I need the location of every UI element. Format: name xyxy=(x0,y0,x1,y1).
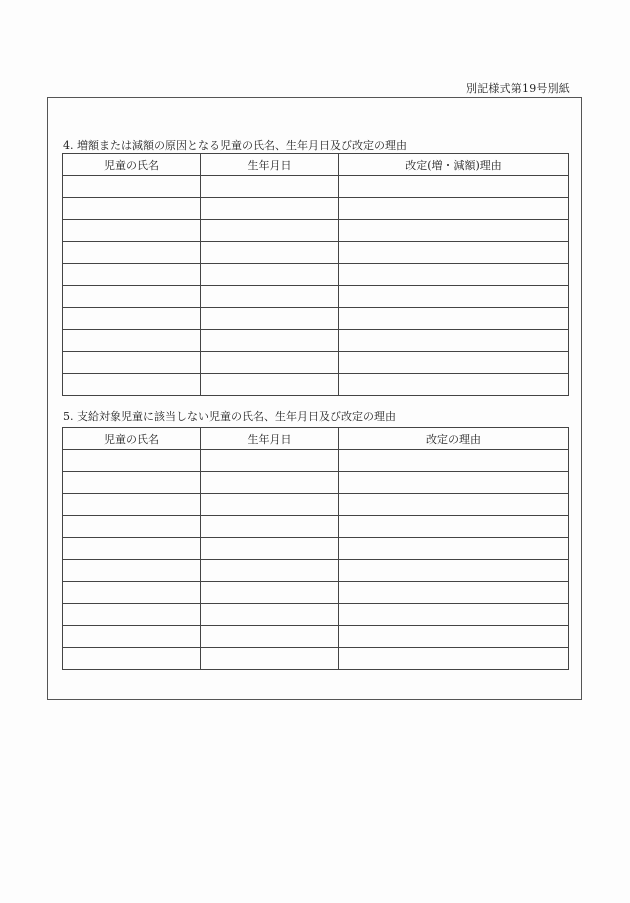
reason-cell[interactable] xyxy=(339,374,569,396)
child-name-cell[interactable] xyxy=(63,538,201,560)
child-name-cell[interactable] xyxy=(63,626,201,648)
section-4-heading: 4. 増額または減額の原因となる児童の氏名、生年月日及び改定の理由 xyxy=(63,139,407,152)
table-row xyxy=(63,198,569,220)
table-row xyxy=(63,604,569,626)
reason-cell[interactable] xyxy=(339,648,569,670)
child-name-cell[interactable] xyxy=(63,330,201,352)
child-name-cell[interactable] xyxy=(63,560,201,582)
reason-cell[interactable] xyxy=(339,242,569,264)
reason-cell[interactable] xyxy=(339,308,569,330)
table-row xyxy=(63,626,569,648)
birthdate-cell[interactable] xyxy=(201,176,339,198)
reason-cell[interactable] xyxy=(339,286,569,308)
table-row xyxy=(63,648,569,670)
table-row xyxy=(63,330,569,352)
table-row xyxy=(63,472,569,494)
table-row xyxy=(63,264,569,286)
child-name-cell[interactable] xyxy=(63,198,201,220)
child-name-cell[interactable] xyxy=(63,308,201,330)
section-4-table-body xyxy=(63,176,569,396)
column-header-child-name: 児童の氏名 xyxy=(63,154,201,176)
birthdate-cell[interactable] xyxy=(201,450,339,472)
reason-cell[interactable] xyxy=(339,626,569,648)
reason-cell[interactable] xyxy=(339,176,569,198)
table-row xyxy=(63,176,569,198)
birthdate-cell[interactable] xyxy=(201,220,339,242)
child-name-cell[interactable] xyxy=(63,352,201,374)
child-name-cell[interactable] xyxy=(63,494,201,516)
birthdate-cell[interactable] xyxy=(201,374,339,396)
table-row xyxy=(63,242,569,264)
reason-cell[interactable] xyxy=(339,198,569,220)
child-name-cell[interactable] xyxy=(63,242,201,264)
reason-cell[interactable] xyxy=(339,450,569,472)
table-row xyxy=(63,220,569,242)
table-header-row xyxy=(63,154,569,176)
reason-cell[interactable] xyxy=(339,330,569,352)
reason-cell[interactable] xyxy=(339,220,569,242)
birthdate-cell[interactable] xyxy=(201,604,339,626)
birthdate-cell[interactable] xyxy=(201,582,339,604)
reason-cell[interactable] xyxy=(339,352,569,374)
birthdate-cell[interactable] xyxy=(201,648,339,670)
child-name-cell[interactable] xyxy=(63,176,201,198)
birthdate-cell[interactable] xyxy=(201,472,339,494)
reason-cell[interactable] xyxy=(339,264,569,286)
birthdate-cell[interactable] xyxy=(201,494,339,516)
column-header-revision-reason: 改定(増・減額)理由 xyxy=(339,154,569,176)
reason-cell[interactable] xyxy=(339,538,569,560)
birthdate-cell[interactable] xyxy=(201,516,339,538)
section-4-table xyxy=(62,153,569,396)
child-name-cell[interactable] xyxy=(63,220,201,242)
child-name-cell[interactable] xyxy=(63,374,201,396)
birthdate-cell[interactable] xyxy=(201,560,339,582)
child-name-cell[interactable] xyxy=(63,582,201,604)
child-name-cell[interactable] xyxy=(63,604,201,626)
reason-cell[interactable] xyxy=(339,472,569,494)
table-row xyxy=(63,450,569,472)
section-5-heading: 5. 支給対象児童に該当しない児童の氏名、生年月日及び改定の理由 xyxy=(63,410,396,423)
birthdate-cell[interactable] xyxy=(201,330,339,352)
birthdate-cell[interactable] xyxy=(201,264,339,286)
table-row xyxy=(63,582,569,604)
birthdate-cell[interactable] xyxy=(201,538,339,560)
birthdate-cell[interactable] xyxy=(201,242,339,264)
section-5-table xyxy=(62,427,569,670)
birthdate-cell[interactable] xyxy=(201,286,339,308)
reason-cell[interactable] xyxy=(339,516,569,538)
birthdate-cell[interactable] xyxy=(201,308,339,330)
column-header-revision-reason: 改定の理由 xyxy=(339,428,569,450)
table-row xyxy=(63,494,569,516)
child-name-cell[interactable] xyxy=(63,648,201,670)
reason-cell[interactable] xyxy=(339,560,569,582)
child-name-cell[interactable] xyxy=(63,516,201,538)
reason-cell[interactable] xyxy=(339,494,569,516)
table-header-row xyxy=(63,428,569,450)
section-5-table-body xyxy=(63,450,569,670)
child-name-cell[interactable] xyxy=(63,450,201,472)
birthdate-cell[interactable] xyxy=(201,626,339,648)
table-row xyxy=(63,516,569,538)
child-name-cell[interactable] xyxy=(63,264,201,286)
table-row xyxy=(63,308,569,330)
birthdate-cell[interactable] xyxy=(201,352,339,374)
reason-cell[interactable] xyxy=(339,582,569,604)
table-row xyxy=(63,352,569,374)
column-header-birthdate: 生年月日 xyxy=(201,428,339,450)
table-row xyxy=(63,374,569,396)
column-header-child-name: 児童の氏名 xyxy=(63,428,201,450)
birthdate-cell[interactable] xyxy=(201,198,339,220)
child-name-cell[interactable] xyxy=(63,286,201,308)
reason-cell[interactable] xyxy=(339,604,569,626)
form-identifier: 別記様式第19号別紙 xyxy=(466,82,570,95)
table-row xyxy=(63,286,569,308)
child-name-cell[interactable] xyxy=(63,472,201,494)
table-row xyxy=(63,560,569,582)
table-row xyxy=(63,538,569,560)
column-header-birthdate: 生年月日 xyxy=(201,154,339,176)
